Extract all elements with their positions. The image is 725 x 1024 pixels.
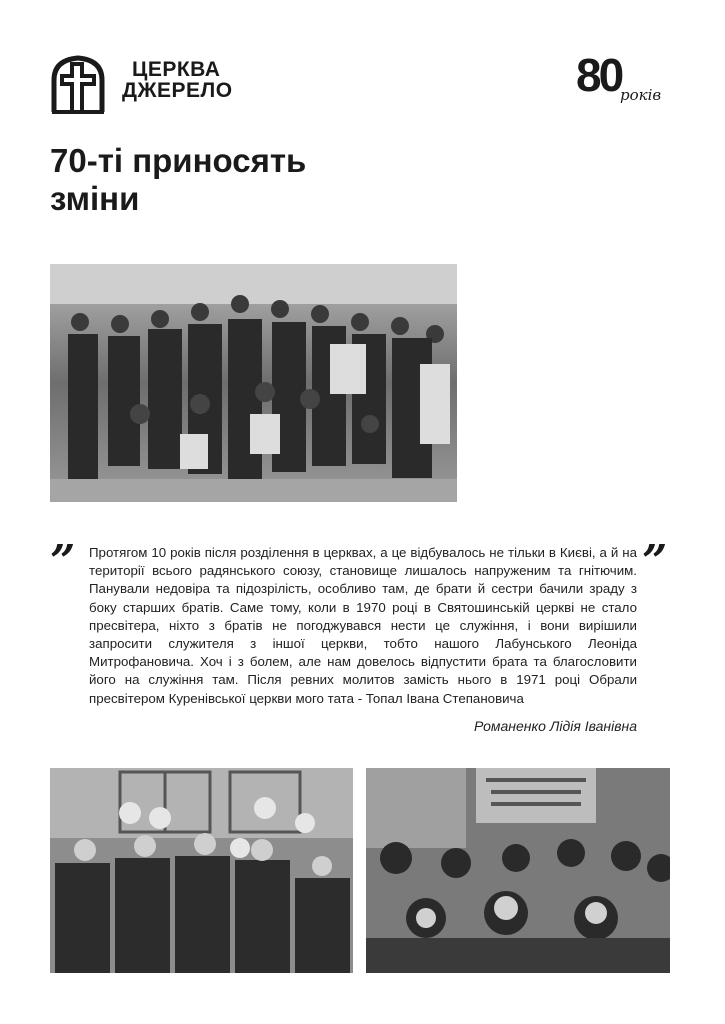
quote-text: Протягом 10 років після розділення в церквах, а це відбувалось не тільки в Києві, а й на території всього радянського союзу, становище лишалось напруженим та гнітючим. Панували недовіра та підозрілість, особливо там, де брати й сестри бачили зраду з боку старших братів. Саме тому, коли в 1970 році в Святошинській церкві не стало пресвітера, ніхто з братів не погоджувався нести це служіння, і вони вирішили запросити служителя з іншої церкви, тобто нашого Лабунського Леоніда Митрофановича. Хоч і з болем, але нам довелось відпустити брата та благословити його на служіння там. Після ревних молитов замість нього в 1971 році Обрали пресвітером Куренівської церкви мого тата - Топал Івана Степановича [89,545,637,706]
congregation-photo-right [366,768,670,973]
logo-line-1: ЦЕРКВА [132,58,221,81]
page-title-line-1: 70-ті приносять [50,142,307,179]
logo-line-2: ДЖЕРЕЛО [122,79,233,102]
anniversary-number: 80 [576,49,622,101]
quote-open-mark: ” [50,536,76,587]
group-photo-left [50,768,353,973]
anniversary-word: років [620,86,662,104]
quote-author: Романенко Лідія Іванівна [473,718,637,734]
quote-close-mark: ” [642,536,668,587]
anniversary-badge [574,50,678,120]
church-logo [50,54,250,114]
group-photo-large [50,264,457,502]
church-arch-icon [50,54,106,114]
page-title [50,142,670,218]
page-title-line-2: зміни [50,180,140,217]
